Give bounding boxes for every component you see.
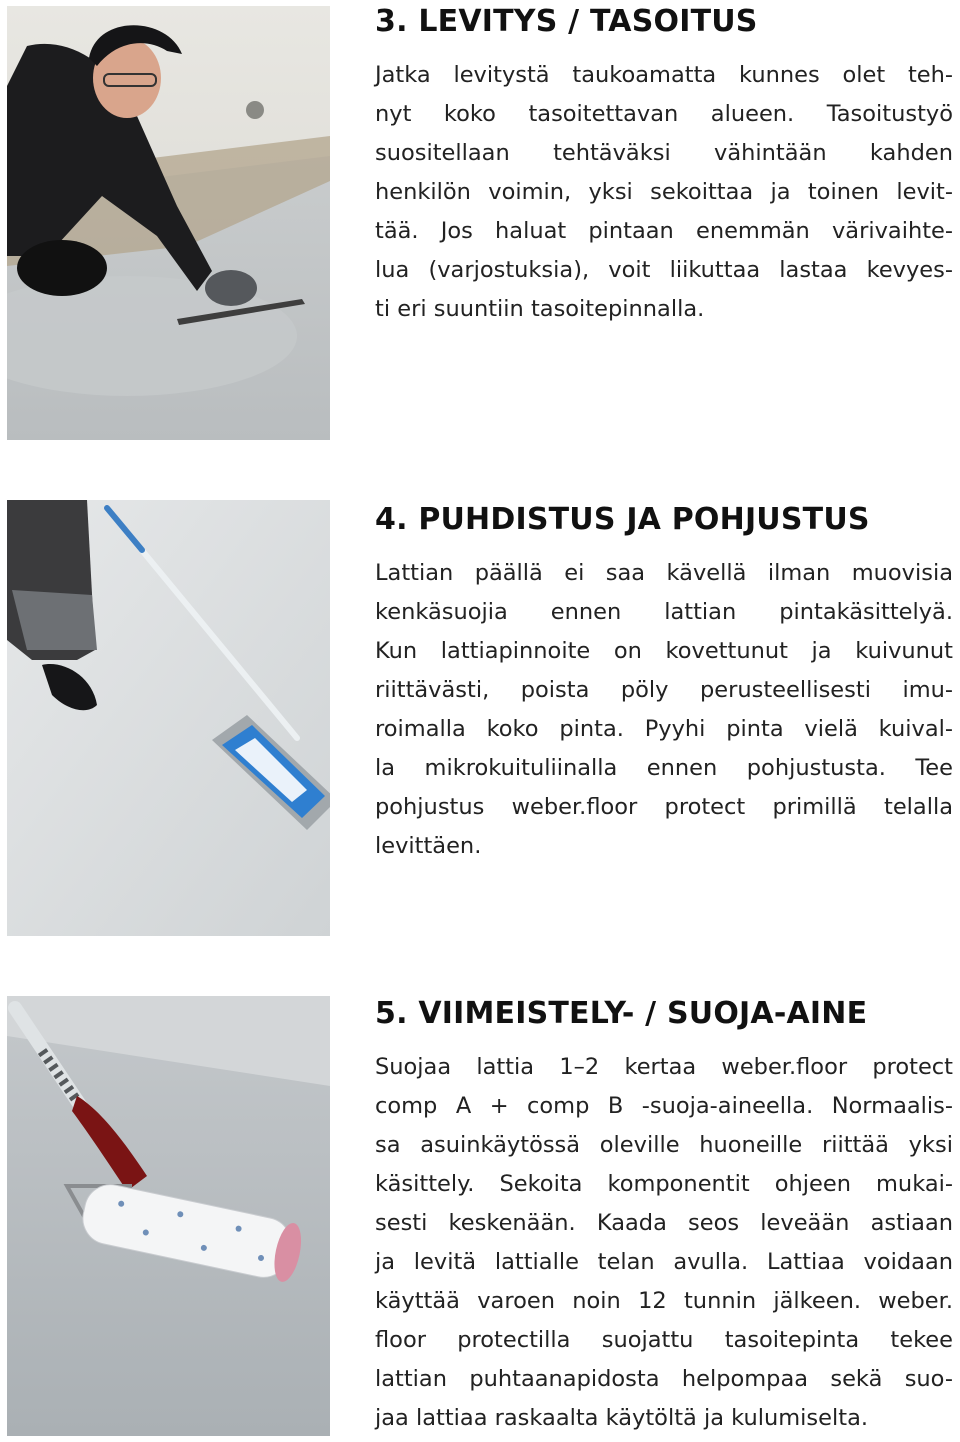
body-line: kenkäsuojia ennen lattian pintakäsittelyä.	[375, 599, 953, 625]
photo-roller-coating	[7, 996, 330, 1436]
body-line: floor protectilla suojattu tasoitepinta tekee	[375, 1327, 953, 1353]
body-line: henkilön voimin, yksi sekoittaa ja toinen levit-	[375, 179, 953, 205]
body-line: Suojaa lattia 1–2 kertaa weber.floor protect	[375, 1054, 953, 1080]
body-line: lua (varjostuksia), voit liikuttaa lastaa kevyes-	[375, 257, 953, 283]
body-line: levittäen.	[375, 833, 482, 859]
photo-worker-levelling	[7, 6, 330, 440]
body-line: lattian puhtaanapidosta helpompaa sekä suo-	[375, 1366, 953, 1392]
section-body	[375, 1048, 953, 1438]
body-line: comp A + comp B -suoja-aineella. Normaalis-	[375, 1093, 953, 1119]
section-title: 3. LEVITYS / TASOITUS	[375, 4, 758, 39]
body-line: sa asuinkäytössä oleville huoneille riittää yksi	[375, 1132, 953, 1158]
body-line: jaa lattiaa raskaalta käytöltä ja kulumiselta.	[375, 1405, 869, 1431]
body-line: käyttää varoen noin 12 tunnin jälkeen. weber.	[375, 1288, 953, 1314]
body-line: sesti keskenään. Kaada seos leveään astiaan	[375, 1210, 953, 1236]
body-line: ja levitä lattialle telan avulla. Lattiaa voidaan	[375, 1249, 953, 1275]
body-line: pohjustus weber.floor protect primillä telalla	[375, 794, 953, 820]
section-viimeistely-suoja-aine	[375, 994, 953, 1438]
section-puhdistus-pohjustus	[375, 500, 953, 866]
section-body	[375, 56, 953, 329]
body-line: käsittely. Sekoita komponentit ohjeen mukai-	[375, 1171, 953, 1197]
section-levitys-tasoitus	[375, 2, 953, 329]
body-line: ti eri suuntiin tasoitepinnalla.	[375, 296, 705, 322]
body-line: suositellaan tehtäväksi vähintään kahden	[375, 140, 953, 166]
body-line: tää. Jos haluat pintaan enemmän värivaihte-	[375, 218, 953, 244]
body-line: Kun lattiapinnoite on kovettunut ja kuivunut	[375, 638, 953, 664]
section-title: 5. VIIMEISTELY- / SUOJA-AINE	[375, 996, 868, 1031]
body-line: nyt koko tasoitettavan alueen. Tasoitustyö	[375, 101, 953, 127]
body-line: Lattian päällä ei saa kävellä ilman muovisia	[375, 560, 953, 586]
body-line: la mikrokuituliinalla ennen pohjustusta. Tee	[375, 755, 953, 781]
section-title: 4. PUHDISTUS JA POHJUSTUS	[375, 502, 870, 537]
section-body	[375, 554, 953, 866]
photo-mop-cleaning	[7, 500, 330, 936]
body-line: roimalla koko pinta. Pyyhi pinta vielä kuival-	[375, 716, 953, 742]
body-line: Jatka levitystä taukoamatta kunnes olet teh-	[375, 62, 953, 88]
body-line: riittävästi, poista pöly perusteellisesti imu-	[375, 677, 953, 703]
